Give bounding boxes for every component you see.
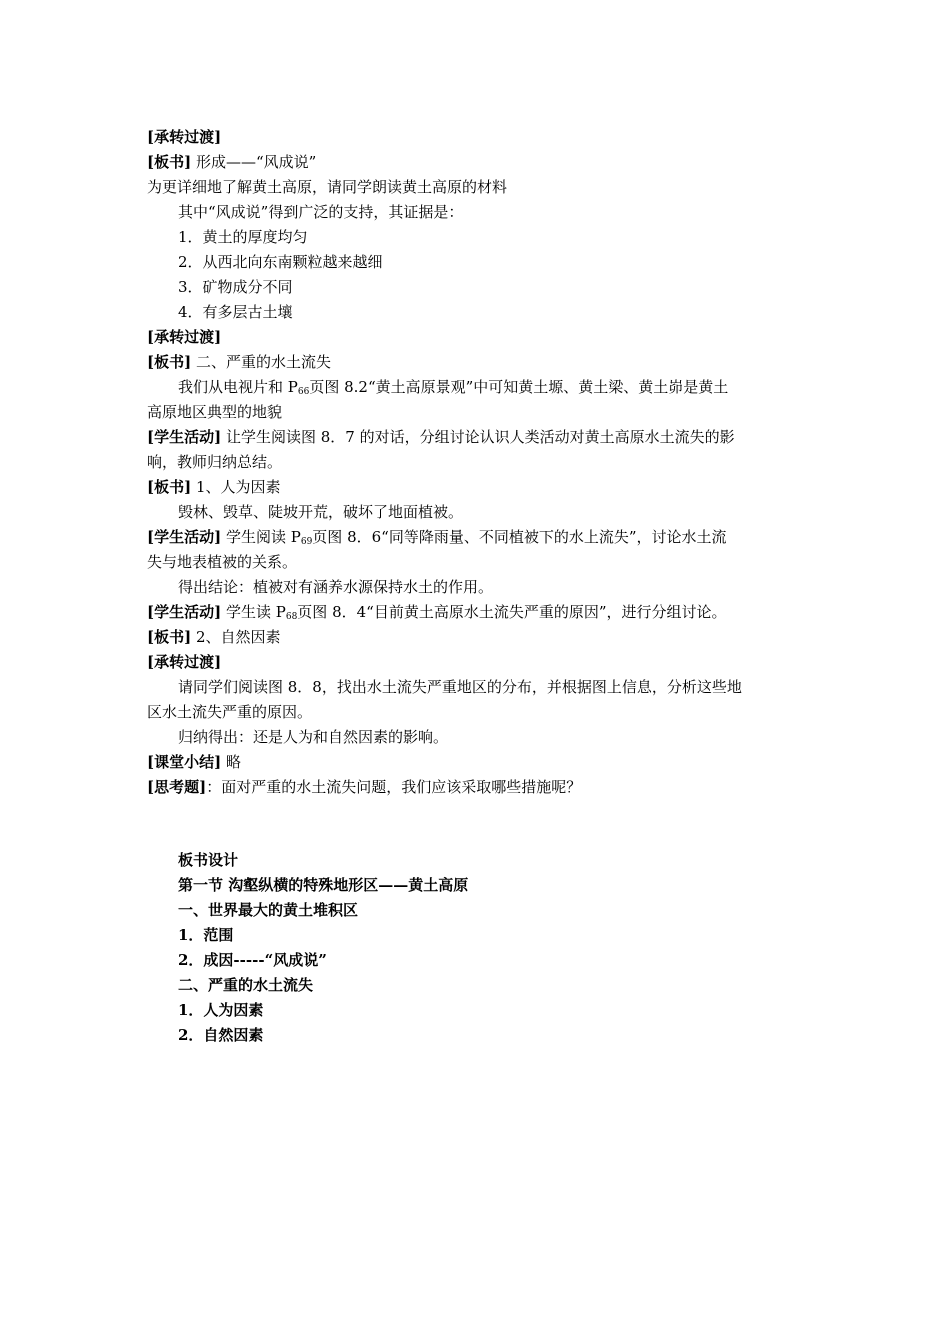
paragraph — [178, 377, 728, 402]
paragraph-text: 1、人为因素 — [191, 478, 281, 496]
paragraph — [147, 702, 312, 722]
paragraph-text: 学生阅读 P — [221, 528, 301, 546]
section-tag: [承转过渡] — [147, 653, 222, 671]
paragraph — [147, 627, 281, 647]
paragraph-text: 学生读 P — [221, 603, 286, 621]
paragraph — [147, 777, 581, 797]
paragraph — [147, 477, 281, 497]
paragraph-text: 略 — [221, 753, 241, 771]
paragraph-text: 区水土流失严重的原因。 — [147, 703, 313, 721]
board-item: 1．范围 — [178, 926, 234, 944]
board-item: 1．人为因素 — [178, 1001, 264, 1019]
paragraph — [147, 602, 727, 627]
paragraph — [147, 177, 507, 197]
board-item: 2．自然因素 — [178, 1026, 264, 1044]
board-section-heading: 二、严重的水土流失 — [178, 976, 314, 994]
section-tag: [学生活动] — [147, 603, 222, 621]
page-subscript: 66 — [297, 387, 310, 397]
section-tag: [思考题] — [147, 778, 207, 796]
board-section-heading: 一、世界最大的黄土堆积区 — [178, 901, 359, 919]
section-tag: [学生活动] — [147, 428, 222, 446]
board-design-heading: 板书设计 — [178, 851, 239, 869]
paragraph — [147, 552, 297, 572]
paragraph — [147, 652, 221, 672]
paragraph-text: 我们从电视片和 P — [178, 378, 298, 396]
paragraph — [147, 352, 331, 372]
list-item — [178, 252, 383, 272]
list-item — [178, 277, 293, 297]
paragraph-text: 失与地表植被的关系。 — [147, 553, 298, 571]
list-item-text: 1．黄土的厚度均匀 — [178, 228, 308, 246]
paragraph — [147, 527, 727, 552]
section-tag: [板书] — [147, 478, 192, 496]
paragraph-text: 页图 8．4“目前黄土高原水土流失严重的原因”，进行分组讨论。 — [297, 603, 727, 621]
paragraph — [178, 202, 463, 222]
paragraph — [147, 152, 316, 172]
section-tag: [学生活动] — [147, 528, 222, 546]
paragraph-text: 其中“风成说”得到广泛的支持，其证据是： — [178, 203, 464, 221]
paragraph-text: 响，教师归纳总结。 — [147, 453, 283, 471]
paragraph-text: 形成——“风成说” — [191, 153, 317, 171]
section-tag: [课堂小结] — [147, 753, 222, 771]
list-item-text: 4．有多层古土壤 — [178, 303, 293, 321]
paragraph-text: 2、自然因素 — [191, 628, 281, 646]
paragraph — [178, 677, 742, 697]
list-item-text: 3．矿物成分不同 — [178, 278, 293, 296]
paragraph — [178, 502, 463, 522]
paragraph-text: 高原地区典型的地貌 — [147, 403, 283, 421]
board-design-title: 第一节 沟壑纵横的特殊地形区——黄土高原 — [178, 876, 469, 894]
section-tag: [板书] — [147, 628, 192, 646]
list-item-text: 2．从西北向东南颗粒越来越细 — [178, 253, 383, 271]
section-tag: [承转过渡] — [147, 128, 222, 146]
section-tag: [板书] — [147, 353, 192, 371]
paragraph-text: ：面对严重的水土流失问题，我们应该采取哪些措施呢？ — [206, 778, 582, 796]
paragraph — [147, 427, 735, 447]
paragraph-text: 让学生阅读图 8．7 的对话，分组讨论认识人类活动对黄土高原水土流失的影 — [221, 428, 735, 446]
paragraph-text: 页图 8.2“黄土高原景观”中可知黄土塬、黄土梁、黄土峁是黄土 — [309, 378, 729, 396]
paragraph-text: 页图 8．6“同等降雨量、不同植被下的水上流失”，讨论水土流 — [312, 528, 727, 546]
paragraph — [147, 127, 221, 147]
paragraph-text: 为更详细地了解黄土高原，请同学朗读黄土高原的材料 — [147, 178, 508, 196]
paragraph-text: 二、严重的水土流失 — [191, 353, 331, 371]
paragraph — [147, 752, 241, 772]
paragraph — [147, 327, 221, 347]
paragraph — [178, 727, 448, 747]
paragraph-text: 归纳得出：还是人为和自然因素的影响。 — [178, 728, 449, 746]
list-item — [178, 227, 308, 247]
paragraph-text: 得出结论：植被对有涵养水源保持水土的作用。 — [178, 578, 494, 596]
section-tag: [承转过渡] — [147, 328, 222, 346]
board-item: 2．成因-----“风成说” — [178, 951, 327, 969]
paragraph-text: 毁林、毁草、陡坡开荒，破坏了地面植被。 — [178, 503, 464, 521]
paragraph — [147, 402, 282, 422]
paragraph-text: 请同学们阅读图 8．8，找出水土流失严重地区的分布，并根据图上信息，分析这些地 — [178, 678, 742, 696]
paragraph — [147, 452, 282, 472]
paragraph — [178, 577, 493, 597]
list-item — [178, 302, 293, 322]
section-tag: [板书] — [147, 153, 192, 171]
page-subscript: 68 — [285, 612, 298, 622]
page-subscript: 69 — [300, 537, 313, 547]
